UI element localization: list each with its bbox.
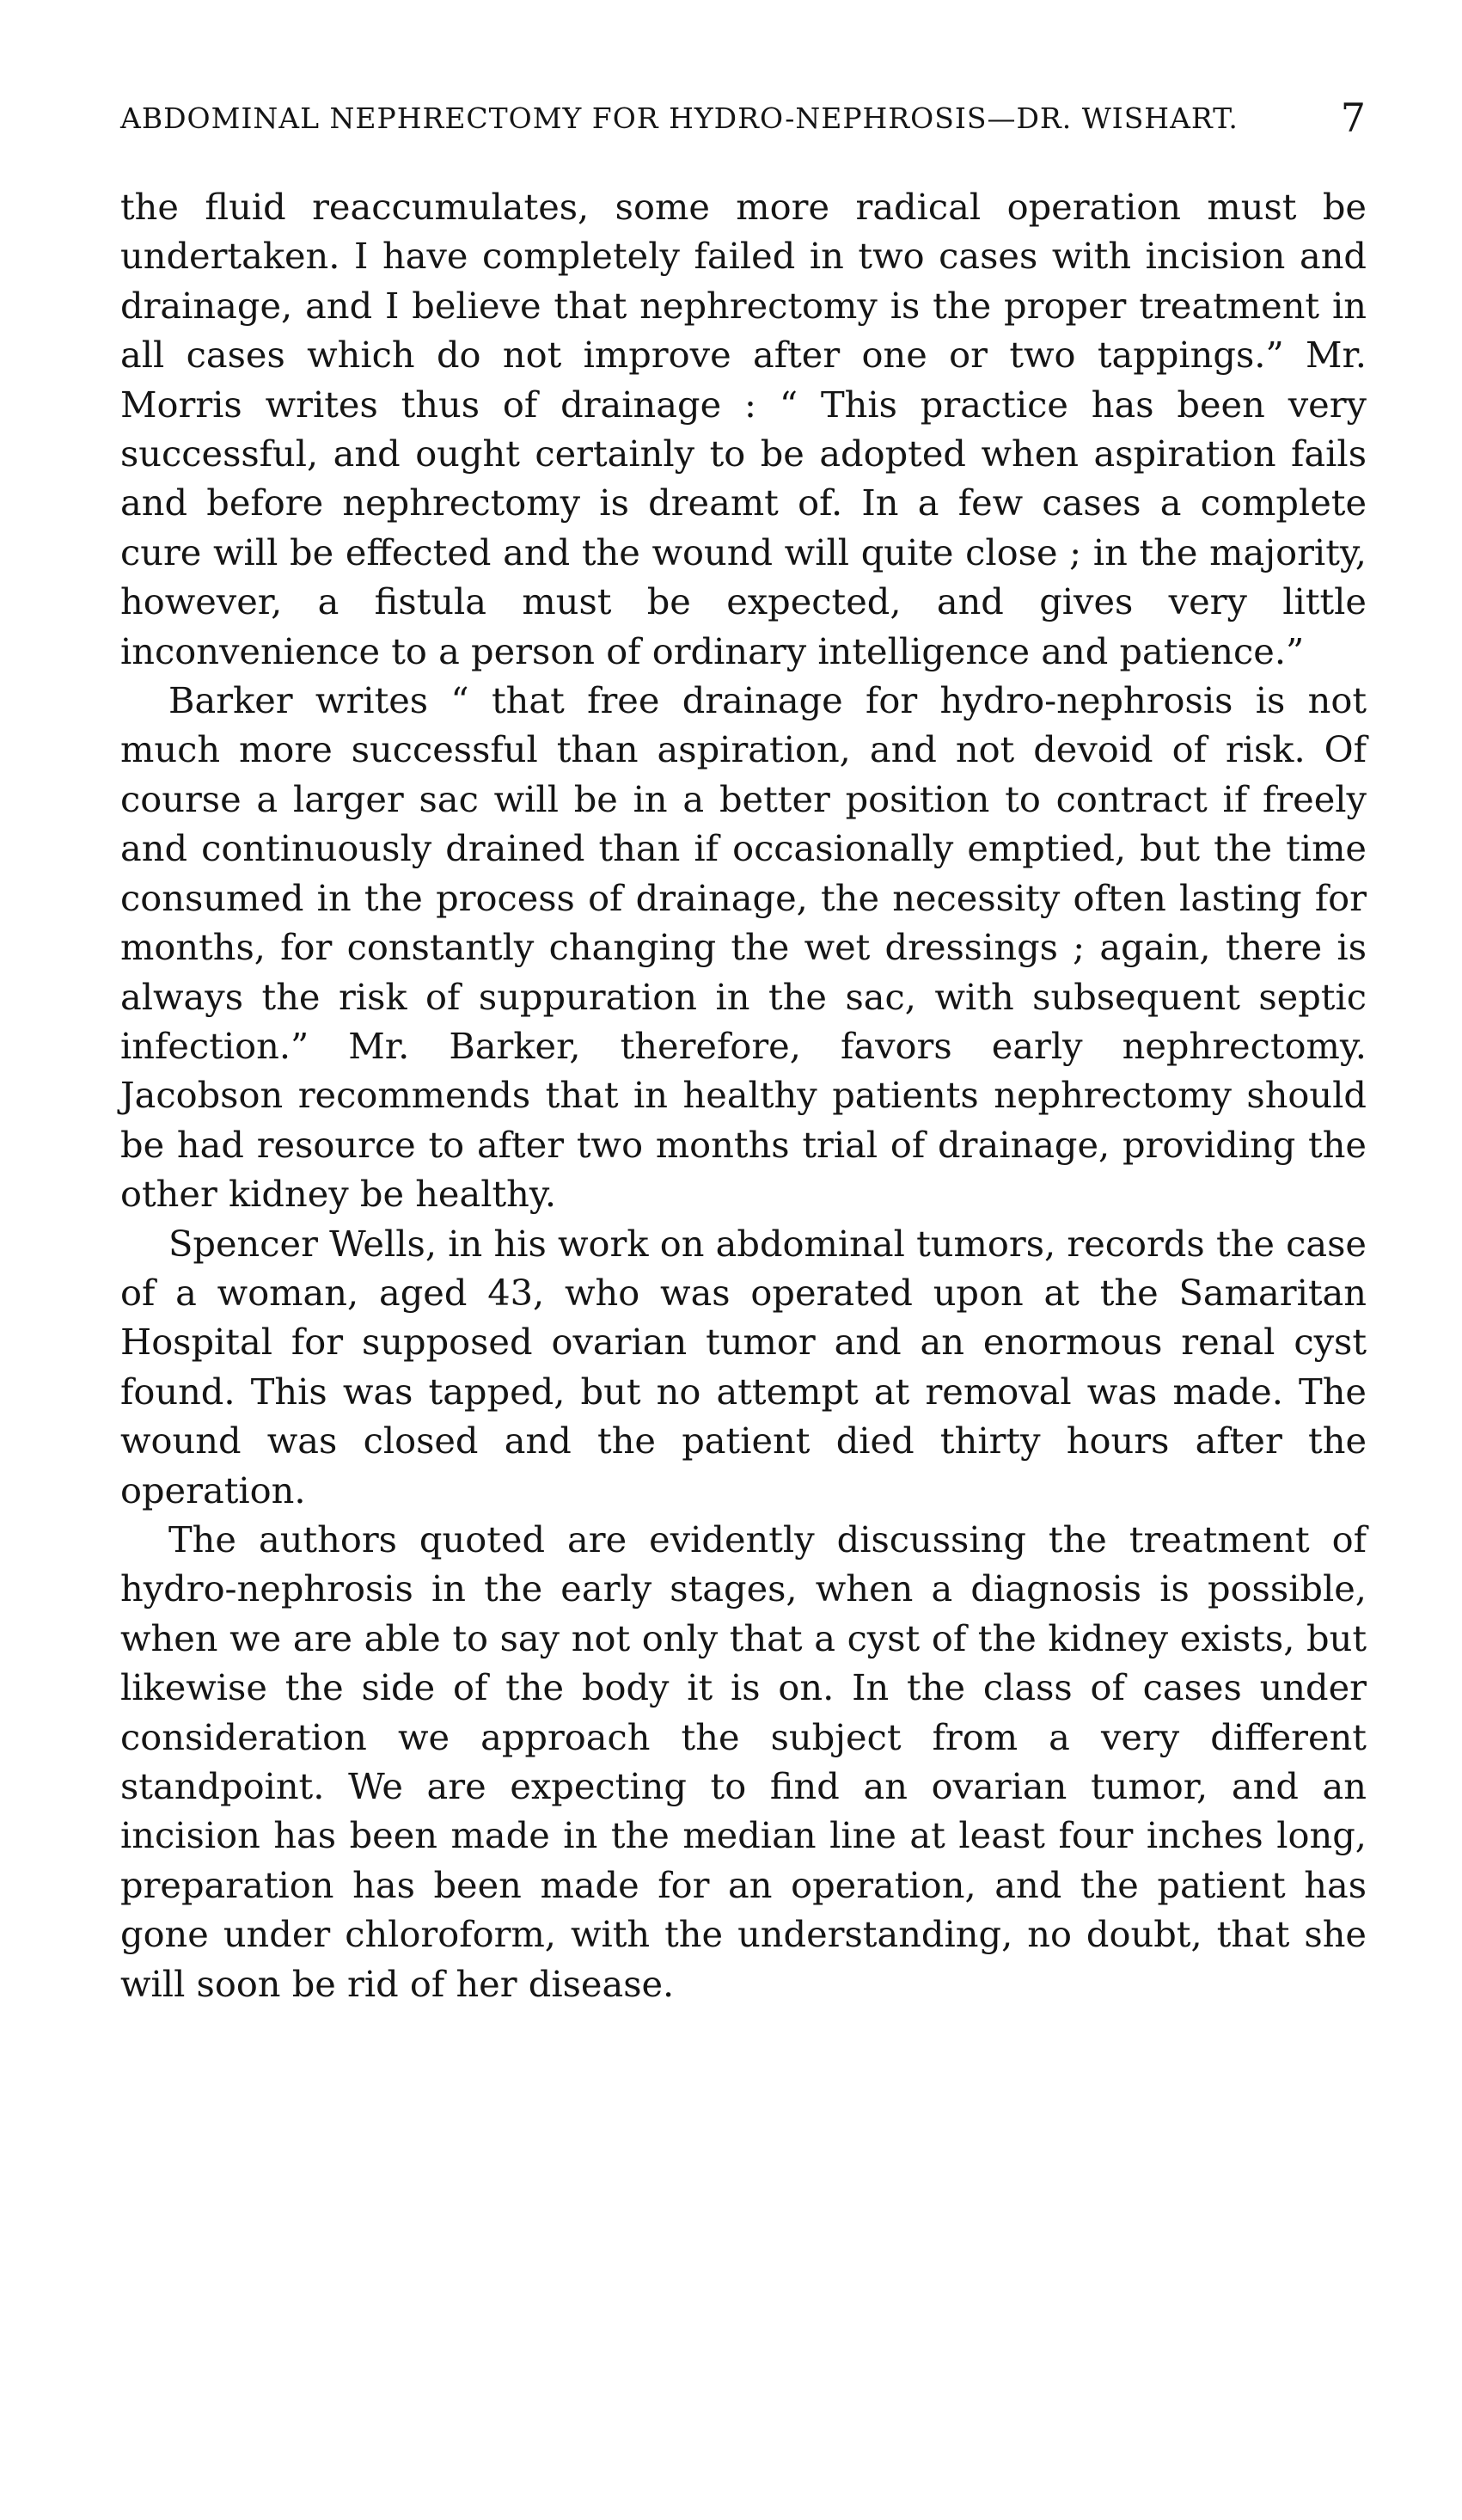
body-text — [120, 182, 1367, 2008]
paragraph-barker: Barker writes “ that free drainage for hydro-nephrosis is not much more successful than aspiration, and not devoid of risk. Of course a larger sac will be in a better position to contract if freely and continuously drained than if occasionally emptied, but the time consumed in the process of drainage, the necessity often lasting for months, for constantly changing the wet dressings ; again, there is always the risk of suppuration in the sac, with subsequent septic infection.” Mr. Barker, therefore, favors early nephrectomy. Jacobson recommends that in healthy patients nephrectomy should be had resource to after two months trial of drainage, providing the other kidney be healthy. — [120, 679, 1367, 1216]
running-title: ABDOMINAL NEPHRECTOMY FOR HYDRO-NEPHROSIS—DR. WISHART. — [120, 101, 1239, 135]
running-head — [120, 95, 1367, 153]
paragraph-spencer-wells: Spencer Wells, in his work on abdominal tumors, records the case of a woman, aged 43, who was operated upon at the Samaritan Hospital for supposed ovarian tumor and an enormous renal cyst found. This was tapped, but no attempt at removal was made. The wound was closed and the patient died thirty hours after the operation. — [120, 1222, 1367, 1511]
page-number: 7 — [1340, 95, 1367, 141]
paragraph-continued: the fluid reaccumulates, some more radical operation must be undertaken. I have completely failed in two cases with incision and drainage, and I believe that nephrectomy is the proper treatment in all cases which do not improve after one or two tappings.” Mr. Morris writes thus of drainage : “ This practice has been very successful, and ought certainly to be adopted when aspiration fails and before nephrectomy is dreamt of. In a few cases a complete cure will be effected and the wound will quite close ; in the majority, however, a fistula must be expected, and gives very little inconvenience to a person of ordinary intelligence and patience.” — [120, 186, 1367, 672]
paragraph-authors-quoted: The authors quoted are evidently discussing the treatment of hydro-nephrosis in the early stages, when a diagnosis is possible, when we are able to say not only that a cyst of the kidney exists, but likewise the side of the body it is on. In the class of cases under consideration we approach the subject from a very different standpoint. We are expecting to find an ovarian tumor, and an incision has been made in the median line at least four inches long, preparation has been made for an operation, and the patient has gone under chloroform, with the understanding, no doubt, that she will soon be rid of her disease. — [120, 1518, 1367, 2005]
